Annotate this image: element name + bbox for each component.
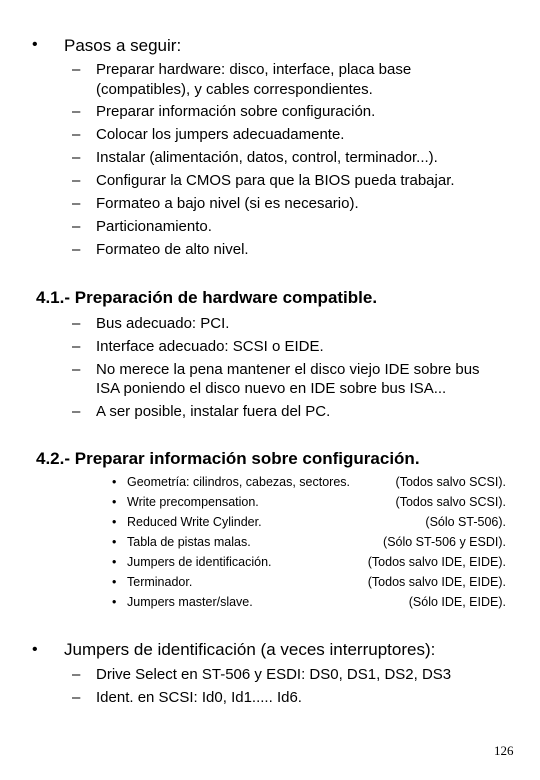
dash-glyph: – (72, 361, 81, 378)
sec41-item: No merece la pena mantener el disco viejo IDE sobre bus (96, 361, 480, 378)
sec41-item: Bus adecuado: PCI. (96, 315, 230, 332)
dash-glyph: – (72, 103, 81, 120)
config-label: Jumpers de identificación. (127, 555, 272, 569)
dash-glyph: – (72, 241, 81, 258)
sec41-item: A ser posible, instalar fuera del PC. (96, 403, 331, 420)
config-label: Tabla de pistas malas. (127, 535, 251, 549)
small-bullet: • (112, 555, 117, 569)
pasos-heading: Pasos a seguir: (64, 36, 182, 55)
config-label: Jumpers master/slave. (127, 595, 253, 609)
dash-glyph: – (72, 61, 81, 78)
config-note: (Todos salvo SCSI). (395, 495, 506, 509)
pasos-item: Colocar los jumpers adecuadamente. (96, 126, 345, 143)
small-bullet: • (112, 595, 117, 609)
dash-glyph: – (72, 149, 81, 166)
config-note: (Todos salvo IDE, EIDE). (367, 555, 506, 569)
pasos-item: Particionamiento. (96, 218, 212, 235)
config-label: Write precompensation. (127, 495, 259, 509)
config-note: (Sólo ST-506). (425, 515, 506, 529)
config-note: (Sólo IDE, EIDE). (408, 595, 506, 609)
jumpers-item: Drive Select en ST-506 y ESDI: DS0, DS1, DS2, DS3 (96, 666, 452, 683)
small-bullet: • (112, 535, 117, 549)
sec42-notes (300, 472, 506, 612)
config-note: (Sólo ST-506 y ESDI). (383, 535, 506, 549)
dash-glyph: – (72, 403, 81, 420)
small-bullet: • (112, 575, 117, 589)
dash-glyph: – (72, 172, 81, 189)
pasos-item-cont: (compatibles), y cables correspondientes. (96, 81, 373, 98)
dash-glyph: – (72, 195, 81, 212)
config-label: Reduced Write Cylinder. (127, 515, 262, 529)
pasos-item: Formateo de alto nivel. (96, 241, 249, 258)
dash-glyph: – (72, 338, 81, 355)
config-label: Geometría: cilindros, cabezas, sectores. (127, 475, 351, 489)
config-label: Terminador. (127, 575, 193, 589)
sec41-item-cont: ISA poniendo el disco nuevo en IDE sobre bus ISA... (96, 380, 447, 397)
small-bullet: • (112, 475, 117, 489)
small-bullet: • (112, 495, 117, 509)
bullet-glyph: • (32, 641, 38, 658)
sec41-item: Interface adecuado: SCSI o EIDE. (96, 338, 324, 355)
pasos-item: Preparar información sobre configuración. (96, 103, 376, 120)
dash-glyph: – (72, 126, 81, 143)
sec42-bullets (112, 472, 124, 612)
page-number: 126 (494, 743, 514, 758)
pasos-item: Preparar hardware: disco, interface, placa base (96, 61, 412, 78)
pasos-item: Instalar (alimentación, datos, control, terminador...). (96, 149, 438, 166)
section-4-2-title: 4.2.- Preparar información sobre configuración. (36, 449, 420, 468)
small-bullet: • (112, 515, 117, 529)
jumpers-item: Ident. en SCSI: Id0, Id1..... Id6. (96, 689, 302, 706)
dash-glyph: – (72, 218, 81, 235)
jumpers-heading: Jumpers de identificación (a veces interruptores): (64, 640, 436, 659)
section-4-1-title: 4.1.- Preparación de hardware compatible. (36, 288, 378, 307)
pasos-item: Formateo a bajo nivel (si es necesario). (96, 195, 359, 212)
dash-glyph: – (72, 315, 81, 332)
dash-glyph: – (72, 666, 81, 683)
config-note: (Todos salvo SCSI). (395, 475, 506, 489)
bullet-glyph: • (32, 36, 38, 53)
config-note: (Todos salvo IDE, EIDE). (367, 575, 506, 589)
dash-glyph: – (72, 689, 81, 706)
pasos-item: Configurar la CMOS para que la BIOS pueda trabajar. (96, 172, 455, 189)
